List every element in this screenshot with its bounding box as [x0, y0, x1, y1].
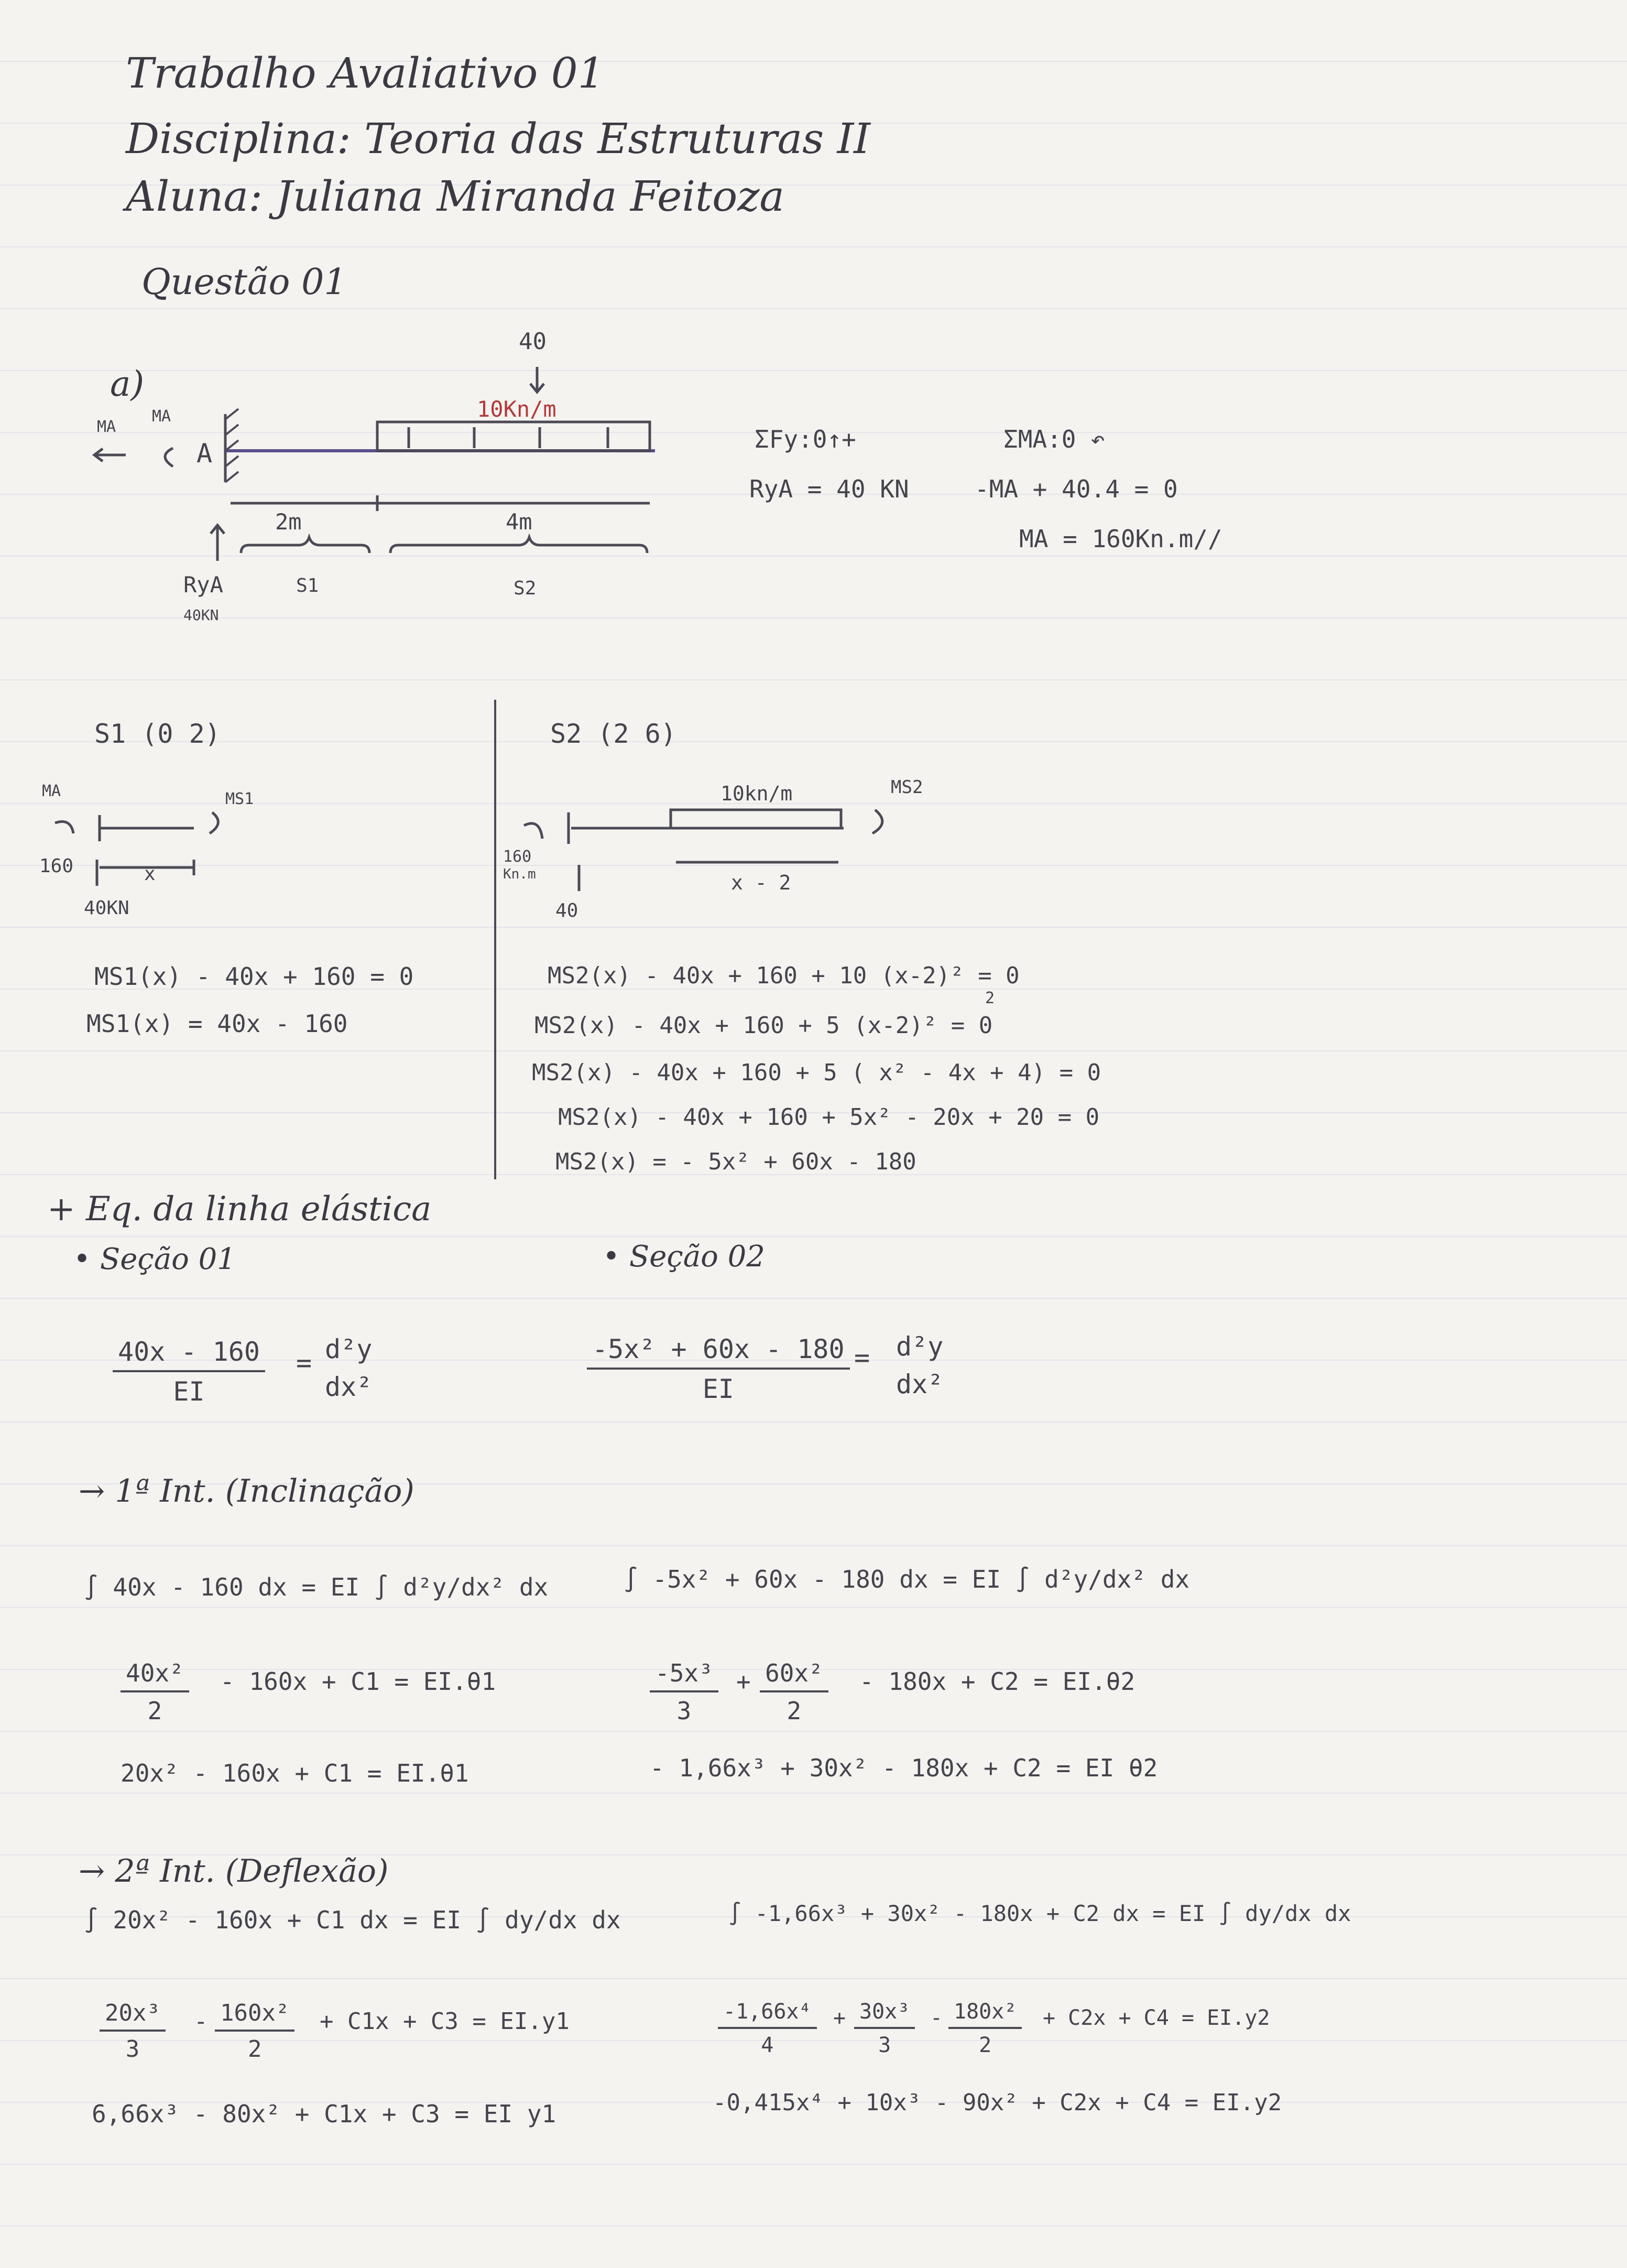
elastic-s1-rhs	[320, 1334, 377, 1402]
int2-s1-b-den1: 3	[125, 2036, 140, 2063]
sum-fy: ΣFy:0↑+	[755, 425, 856, 453]
int2-s1-c: 6,66x³ - 80x² + C1x + C3 = EI y1	[92, 2100, 556, 2128]
point-load-value: 40	[519, 328, 547, 355]
rya-result: RyA = 40 KN	[749, 475, 909, 503]
elastic-s1-lhs	[113, 1337, 265, 1407]
section-1-moment: 160	[39, 855, 74, 877]
elastic-s2-rhs-den: dx²	[896, 1369, 944, 1399]
section-1-ms1: MS1	[225, 790, 254, 808]
int1-s1-b-num: 40x²	[121, 1659, 189, 1692]
equals-sign: =	[296, 1348, 312, 1378]
int2-s2-b-num3: 180x²	[948, 2000, 1022, 2029]
elastic-s1-den: EI	[173, 1376, 205, 1407]
section-1-x: x	[144, 863, 156, 885]
int2-s2-b-num1: -1,66x⁴	[718, 2000, 817, 2029]
int2-title: → 2ª Int. (Deflexão)	[79, 1853, 389, 1890]
int1-s2-a: ∫ -5x² + 60x - 180 dx = EI ∫ d²y/dx² dx	[624, 1565, 1190, 1593]
section-2-eq1-den: 2	[985, 989, 995, 1007]
support-a-label: A	[196, 438, 213, 469]
int1-s1-c: 20x² - 160x + C1 = EI.θ1	[121, 1759, 469, 1787]
segment-s2-label: S2	[514, 578, 537, 599]
int1-s2-b-den1: 3	[676, 1697, 692, 1725]
elastic-section-2: • Seção 02	[603, 1240, 765, 1274]
int2-s1-a: ∫ 20x² - 160x + C1 dx = EI ∫ dy/dx dx	[84, 1906, 621, 1934]
student-line: Aluna: Juliana Miranda Feitoza	[126, 172, 785, 221]
ma-equation: -MA + 40.4 = 0	[975, 475, 1178, 503]
question-heading: Questão 01	[141, 262, 347, 303]
elastic-s2-rhs-num: d²y	[896, 1331, 944, 1362]
int2-s1-b-num1: 20x³	[100, 2000, 166, 2032]
elastic-section-1: • Seção 01	[73, 1242, 236, 1276]
int2-s2-a: ∫ -1,66x³ + 30x² - 180x + C2 dx = EI ∫ dy/dx dx	[728, 1901, 1351, 1926]
dim-2m: 2m	[275, 509, 302, 535]
int1-s2-b-rest: - 180x + C2 = EI.θ2	[859, 1667, 1135, 1696]
segment-s1-label: S1	[296, 575, 319, 596]
elastic-s2-rhs	[891, 1331, 948, 1399]
int2-s2-b-den2: 3	[878, 2033, 891, 2057]
int2-s1-b-den2: 2	[247, 2036, 262, 2063]
int1-s2-b-frac1	[650, 1659, 718, 1725]
discipline-line: Disciplina: Teoria das Estruturas II	[126, 114, 870, 163]
int2-s1-b-num2: 160x²	[215, 2000, 294, 2032]
page-title: Trabalho Avaliativo 01	[126, 49, 605, 97]
minus-sign: -	[194, 2008, 208, 2035]
int2-s2-b-frac2	[854, 2000, 915, 2057]
section-2-title: S2 (2 6)	[550, 719, 676, 749]
ma-left-label: MA	[97, 418, 116, 436]
section-1-title: S1 (0 2)	[94, 719, 221, 749]
int1-s2-b-num1: -5x³	[650, 1659, 718, 1692]
ma-support-label: MA	[152, 407, 171, 426]
section-2-eq1: MS2(x) - 40x + 160 + 10 (x-2)² = 0	[548, 962, 1020, 989]
int1-title: → 1ª Int. (Inclinação)	[79, 1473, 414, 1510]
elastic-s1-rhs-num: d²y	[325, 1334, 373, 1364]
int1-s1-b-frac	[121, 1659, 189, 1725]
sum-ma: ΣMA:0 ↶	[1003, 425, 1105, 453]
equals-sign: =	[854, 1342, 870, 1373]
int2-s2-b-rest: + C2x + C4 = EI.y2	[1043, 2006, 1270, 2030]
section-2-eq2: MS2(x) - 40x + 160 + 5 (x-2)² = 0	[534, 1012, 993, 1039]
plus-sign: +	[833, 2006, 846, 2030]
dim-4m: 4m	[506, 509, 532, 535]
int2-s1-b-rest: + C1x + C3 = EI.y1	[320, 2008, 570, 2035]
elastic-s2-lhs	[587, 1334, 850, 1404]
distributed-load-label: 10Kn/m	[477, 396, 556, 422]
section-2-eq4: MS2(x) - 40x + 160 + 5x² - 20x + 20 = 0	[558, 1104, 1100, 1131]
elastic-s1-rhs-den: dx²	[325, 1372, 373, 1402]
int2-s2-b-num2: 30x³	[854, 2000, 915, 2029]
int2-s2-b-den3: 2	[979, 2033, 992, 2057]
section-1-eq2: MS1(x) = 40x - 160	[86, 1010, 348, 1038]
section-2-eq3: MS2(x) - 40x + 160 + 5 ( x² - 4x + 4) = 0	[532, 1059, 1101, 1086]
elastic-s1-num: 40x - 160	[113, 1337, 265, 1372]
section-1-ma: MA	[42, 782, 61, 800]
elastic-title: + Eq. da linha elástica	[47, 1190, 432, 1229]
section-2-moment-unit: Kn.m	[503, 866, 536, 882]
int1-s1-b-den: 2	[147, 1697, 162, 1725]
int1-s2-c: - 1,66x³ + 30x² - 180x + C2 = EI θ2	[650, 1754, 1158, 1782]
int1-s1-b-rest: - 160x + C1 = EI.θ1	[220, 1667, 496, 1696]
ma-result: MA = 160Kn.m//	[1019, 525, 1222, 553]
section-1-reaction: 40KN	[84, 897, 129, 919]
plus-sign: +	[736, 1667, 751, 1696]
int1-s1-a: ∫ 40x - 160 dx = EI ∫ d²y/dx² dx	[84, 1573, 549, 1601]
elastic-s2-den: EI	[702, 1374, 734, 1404]
minus-sign: -	[930, 2006, 943, 2030]
section-2-load: 10kn/m	[720, 782, 793, 805]
int2-s2-b-frac1	[718, 2000, 817, 2057]
section-2-moment: 160	[503, 848, 532, 866]
int1-s2-b-num2: 60x²	[760, 1659, 828, 1692]
int2-s2-b-frac3	[948, 2000, 1022, 2057]
elastic-s2-num: -5x² + 60x - 180	[587, 1334, 850, 1370]
int2-s1-b-frac2	[215, 2000, 294, 2063]
int2-s2-b-den1: 4	[761, 2033, 774, 2057]
section-2-reaction: 40	[555, 900, 578, 921]
int2-s2-c: -0,415x⁴ + 10x³ - 90x² + C2x + C4 = EI.y2	[713, 2089, 1282, 2116]
part-a-label: a)	[110, 364, 145, 404]
section-1-eq1: MS1(x) - 40x + 160 = 0	[94, 962, 414, 991]
section-2-ms2: MS2	[891, 777, 923, 798]
section-2-distance: x - 2	[731, 871, 791, 894]
int1-s2-b-frac2	[760, 1659, 828, 1725]
int1-s2-b-den2: 2	[787, 1697, 802, 1725]
int2-s1-b-frac1	[100, 2000, 166, 2063]
rya-label: RyA	[183, 572, 223, 598]
section-2-eq5: MS2(x) = - 5x² + 60x - 180	[555, 1148, 916, 1175]
rya-value: 40KN	[183, 606, 219, 624]
